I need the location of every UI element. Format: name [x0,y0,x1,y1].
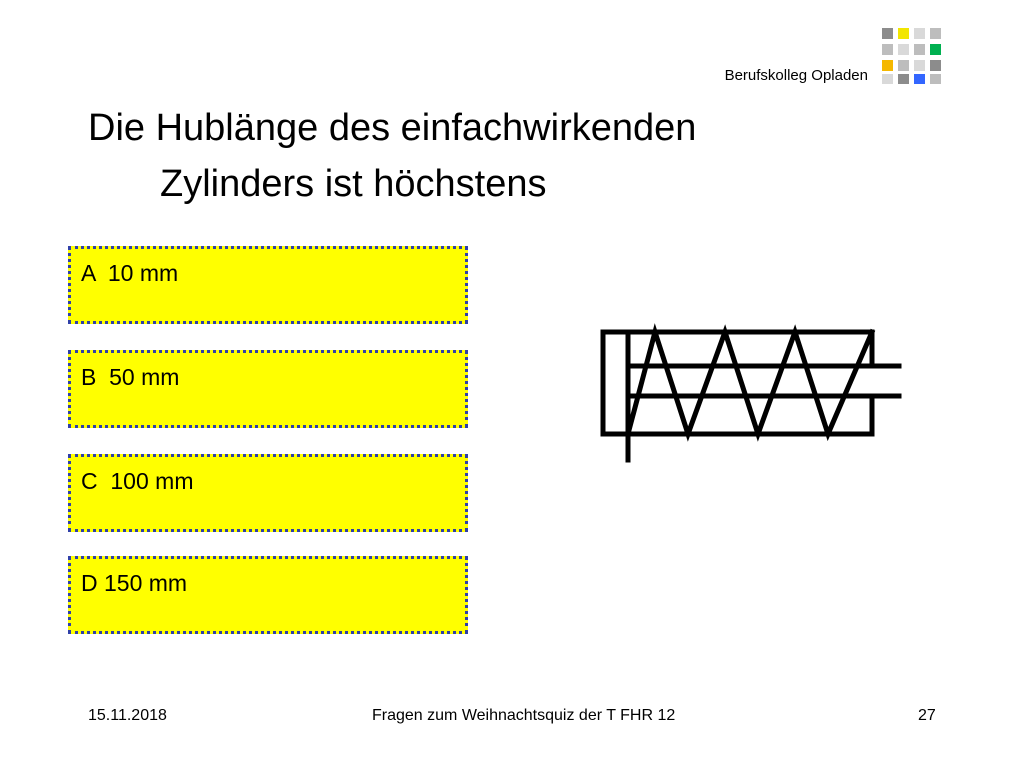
answer-option-b[interactable]: B 50 mm [68,350,468,428]
answer-option-a[interactable]: A 10 mm [68,246,468,324]
slide-title [88,100,848,212]
footer-title: Fragen zum Weihnachtsquiz der T FHR 12 [372,707,676,724]
organization-name: Berufskolleg Opladen [724,67,868,84]
page-number: 27 [918,707,936,724]
answer-option-d[interactable]: D 150 mm [68,556,468,634]
cylinder-symbol-icon [595,322,905,466]
slide-title-line-1: Die Hublänge des einfachwirkenden [88,107,697,149]
answer-option-c[interactable]: C 100 mm [68,454,468,532]
school-logo-icon [882,28,942,84]
footer-date: 15.11.2018 [88,707,167,724]
slide-title-line-2: Zylinders ist höchstens [160,163,547,205]
